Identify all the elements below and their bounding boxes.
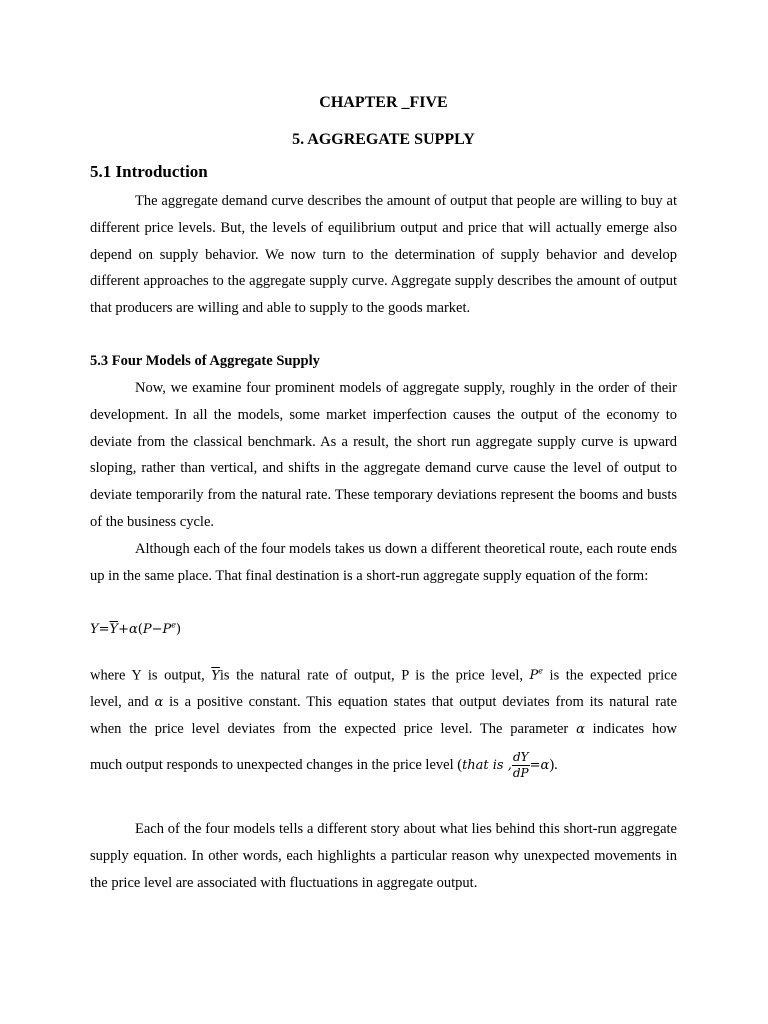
section-heading-four-models: 5.3 Four Models of Aggregate Supply (90, 353, 320, 369)
eq-plus: + (118, 622, 129, 638)
chapter-label: CHAPTER _FIVE (319, 94, 448, 111)
where-line-1: where Y is output, $\overline{Y}is$ the natural rate of output, P is the price level, $P^e$ is the expected price (90, 667, 678, 684)
eq-ybar: $\overline{Y}$ (109, 622, 119, 638)
section-heading-introduction: 5.1 Introduction (90, 162, 208, 181)
final-paragraph: Each of the four models tells a different story about what lies behind this short-run aggregate supply equation. In other words, each highlights a particular reason why unexpected movements in the price level are associated with fluctuations in aggregate output. (90, 821, 677, 891)
derivative-fraction: $\frac{dY}{dP}$ (512, 750, 529, 780)
inline-that-is: that is , (462, 758, 512, 773)
eq-y: Y (90, 622, 99, 638)
eq-minus: − (151, 622, 163, 638)
route-paragraph: Although each of the four models takes us down a different theoretical route, each route ends up in the same place. That final destination is a short-run aggregate supply equation of the form: (90, 541, 677, 584)
inline-alpha-2: α (576, 722, 585, 737)
eq-p-expected: P (162, 622, 172, 638)
chapter-title: 5. AGGREGATE SUPPLY (292, 131, 475, 148)
eq-open-paren: ( (137, 622, 143, 638)
eq-superscript-e: e (171, 621, 176, 630)
eq-p: P (142, 622, 152, 638)
where-line-2: level, and α is a positive constant. This equation states that output deviates from its natural rate (90, 694, 677, 710)
where-line-3: when the price level deviates from the expected price level. The parameter α indicates how (90, 721, 677, 737)
aggregate-supply-equation (90, 621, 677, 638)
inline-equals-alpha: =α (529, 758, 550, 773)
inline-ybar: $\overline{Y}$ (211, 668, 220, 684)
models-paragraph: Now, we examine four prominent models of aggregate supply, roughly in the order of their development. In all the models, some market imperfection causes the output of the economy to deviate from the classical benchmark. As a result, the short run aggregate supply curve is upward sloping, rather than vertical, and shifts in the aggregate demand curve cause the level of output to deviate temporarily from the natural rate. These temporary deviations represent the booms and busts of the business cycle. (90, 380, 677, 530)
inline-alpha-1: α (154, 695, 164, 710)
where-line-4: much output responds to unexpected changes in the price level (that is , $\frac{dY}{dP}$ =α). (90, 750, 558, 780)
eq-equals: = (98, 622, 110, 638)
eq-alpha: α (129, 622, 138, 638)
intro-paragraph: The aggregate demand curve describes the amount of output that people are willing to buy at different price levels. But, the levels of equilibrium output and price that will actually emerge also depend on supply behavior. We now turn to the determination of supply behavior and develop different approaches to the aggregate supply curve. Aggregate supply describes the amount of output that producers are willing and able to supply to the goods market. (90, 193, 677, 317)
eq-close-paren: ) (176, 622, 182, 638)
inline-pe: $P^e$ (529, 667, 544, 684)
